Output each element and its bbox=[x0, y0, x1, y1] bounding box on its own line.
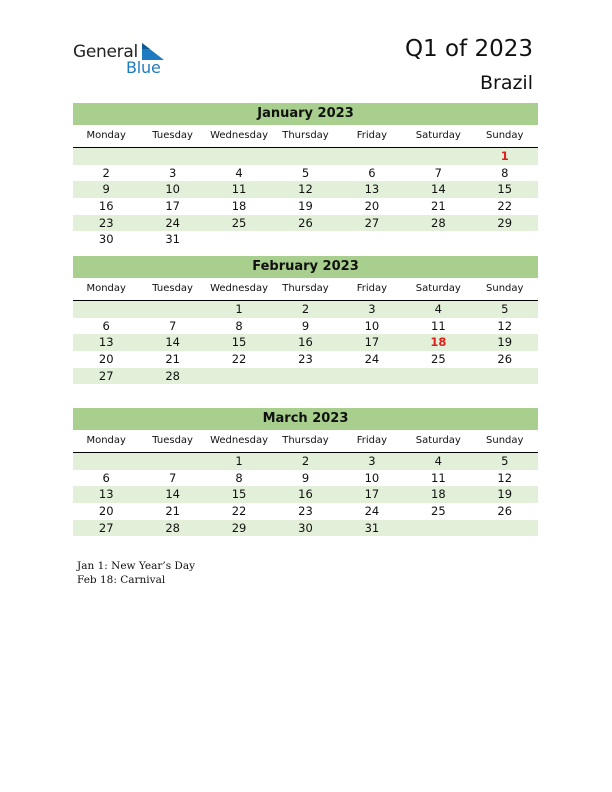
weekday-label: Monday bbox=[86, 283, 126, 294]
page-title: Q1 of 2023 bbox=[404, 36, 533, 62]
day-cell: 3 bbox=[168, 165, 177, 180]
brand-word-general: General bbox=[73, 42, 138, 62]
day-cell: 19 bbox=[298, 199, 313, 214]
week-row bbox=[73, 368, 538, 385]
weekday-label: Saturday bbox=[415, 130, 461, 141]
day-cell: 21 bbox=[431, 199, 446, 214]
day-cell bbox=[339, 368, 405, 385]
weekday-label: Tuesday bbox=[152, 435, 193, 446]
day-cell: 8 bbox=[501, 165, 509, 180]
day-cell: 4 bbox=[434, 302, 442, 316]
week-row bbox=[73, 318, 538, 335]
day-cell: 31 bbox=[165, 232, 180, 247]
day-cell: 3 bbox=[368, 302, 376, 316]
week-row bbox=[73, 148, 538, 165]
holiday-note: Jan 1: New Year’s Day bbox=[77, 560, 196, 572]
day-cell bbox=[73, 148, 139, 165]
day-cell: 15 bbox=[497, 182, 513, 197]
day-cell bbox=[339, 231, 405, 248]
weekday-label: Monday bbox=[86, 435, 126, 446]
day-cell: 2 bbox=[102, 165, 110, 180]
day-cell bbox=[139, 148, 205, 165]
day-cell: 23 bbox=[98, 215, 114, 230]
weekday-label: Saturday bbox=[415, 435, 461, 446]
day-cell: 5 bbox=[501, 302, 509, 316]
day-cell: 9 bbox=[102, 182, 110, 197]
week-row bbox=[73, 334, 538, 351]
day-cell: 19 bbox=[497, 487, 513, 502]
weekday-label: Friday bbox=[356, 435, 388, 446]
day-cell bbox=[272, 368, 338, 385]
day-cell bbox=[139, 453, 205, 470]
day-cell: 14 bbox=[165, 335, 180, 350]
day-cell: 14 bbox=[431, 182, 446, 197]
day-cell: 27 bbox=[98, 520, 114, 535]
day-cell: 9 bbox=[301, 470, 310, 485]
day-cell: 7 bbox=[168, 318, 177, 333]
day-cell: 25 bbox=[431, 352, 446, 367]
day-cell: 4 bbox=[434, 454, 442, 468]
country-name: Brazil bbox=[479, 72, 533, 94]
day-cell: 24 bbox=[165, 215, 180, 230]
day-cell: 12 bbox=[497, 470, 513, 485]
day-cell: 7 bbox=[168, 470, 177, 485]
day-cell: 23 bbox=[298, 352, 313, 367]
day-cell: 13 bbox=[364, 182, 380, 197]
month-header: February 2023 bbox=[73, 256, 538, 278]
day-cell: 21 bbox=[165, 504, 180, 519]
day-cell: 6 bbox=[368, 165, 376, 180]
week-row bbox=[73, 453, 538, 470]
weekday-label: Wednesday bbox=[210, 435, 268, 446]
day-cell: 29 bbox=[497, 215, 513, 230]
day-cell: 17 bbox=[364, 335, 380, 350]
day-cell: 13 bbox=[98, 335, 114, 350]
day-cell bbox=[405, 520, 471, 537]
day-cell: 19 bbox=[497, 335, 513, 350]
day-cell: 18 bbox=[431, 487, 446, 502]
day-cell: 26 bbox=[497, 504, 513, 519]
day-cell: 14 bbox=[165, 487, 180, 502]
day-cell bbox=[472, 368, 538, 385]
day-cell: 12 bbox=[298, 182, 313, 197]
day-cell: 10 bbox=[165, 182, 180, 197]
day-cell: 16 bbox=[98, 199, 114, 214]
day-cell: 8 bbox=[235, 318, 243, 333]
day-cell bbox=[405, 231, 471, 248]
day-cell bbox=[73, 453, 139, 470]
day-cell: 21 bbox=[165, 352, 180, 367]
day-cell: 24 bbox=[364, 504, 380, 519]
weekday-label: Thursday bbox=[282, 435, 329, 446]
day-cell: 15 bbox=[231, 335, 247, 350]
day-cell bbox=[405, 368, 471, 385]
day-cell: 13 bbox=[98, 487, 114, 502]
week-row bbox=[73, 165, 538, 182]
weekday-header-row bbox=[73, 128, 538, 148]
weekday-header-row bbox=[73, 433, 538, 453]
day-cell: 7 bbox=[434, 165, 442, 180]
day-cell: 5 bbox=[301, 165, 310, 180]
day-cell: 16 bbox=[298, 335, 313, 350]
day-cell bbox=[272, 231, 338, 248]
day-cell: 1 bbox=[235, 302, 243, 316]
weekday-label: Sunday bbox=[486, 283, 524, 294]
weekday-label: Thursday bbox=[282, 283, 329, 294]
day-cell: 6 bbox=[102, 318, 110, 333]
day-cell: 17 bbox=[165, 199, 180, 214]
day-cell: 24 bbox=[364, 352, 380, 367]
day-cell bbox=[405, 148, 471, 165]
weekday-label: Sunday bbox=[486, 130, 524, 141]
day-cell bbox=[272, 148, 338, 165]
week-row bbox=[73, 503, 538, 520]
month-calendar-february bbox=[73, 256, 538, 384]
day-cell: 2 bbox=[301, 302, 310, 316]
month-header: March 2023 bbox=[73, 408, 538, 430]
holiday-note: Feb 18: Carnival bbox=[77, 573, 166, 586]
day-cell bbox=[206, 368, 272, 385]
day-cell: 30 bbox=[98, 232, 114, 247]
day-cell: 25 bbox=[431, 504, 446, 519]
week-row bbox=[73, 215, 538, 232]
brand-logo bbox=[73, 42, 173, 78]
day-cell: 28 bbox=[165, 520, 180, 535]
weekday-label: Sunday bbox=[486, 435, 524, 446]
weekday-label: Saturday bbox=[415, 283, 461, 294]
day-cell: 11 bbox=[231, 182, 247, 197]
day-cell: 6 bbox=[102, 470, 110, 485]
day-cell bbox=[139, 301, 205, 318]
weekday-label: Wednesday bbox=[210, 130, 268, 141]
weekday-label: Tuesday bbox=[152, 130, 193, 141]
day-cell: 26 bbox=[298, 215, 313, 230]
week-row bbox=[73, 198, 538, 215]
week-row bbox=[73, 231, 538, 248]
day-cell bbox=[472, 231, 538, 248]
day-cell: 20 bbox=[98, 352, 114, 367]
day-cell: 12 bbox=[497, 318, 513, 333]
week-row bbox=[73, 470, 538, 487]
day-cell: 15 bbox=[231, 487, 247, 502]
day-cell: 30 bbox=[298, 520, 313, 535]
day-cell: 5 bbox=[501, 454, 509, 468]
day-cell: 8 bbox=[235, 470, 243, 485]
day-cell: 27 bbox=[364, 215, 380, 230]
day-cell: 28 bbox=[165, 368, 180, 383]
day-cell: 23 bbox=[298, 504, 313, 519]
day-cell: 16 bbox=[298, 487, 313, 502]
weekday-header-row bbox=[73, 281, 538, 301]
day-cell: 2 bbox=[301, 454, 310, 468]
month-header: January 2023 bbox=[73, 103, 538, 125]
day-cell bbox=[73, 301, 139, 318]
day-cell: 9 bbox=[301, 318, 310, 333]
holiday-day-cell: 1 bbox=[500, 149, 509, 163]
weekday-label: Tuesday bbox=[152, 283, 193, 294]
day-cell: 22 bbox=[497, 199, 513, 214]
day-cell: 25 bbox=[231, 215, 247, 230]
week-row bbox=[73, 351, 538, 368]
weekday-label: Monday bbox=[86, 130, 126, 141]
day-cell: 10 bbox=[364, 318, 380, 333]
day-cell: 31 bbox=[364, 520, 380, 535]
week-row bbox=[73, 520, 538, 537]
month-calendar-march bbox=[73, 408, 538, 536]
day-cell bbox=[206, 231, 272, 248]
month-calendar-january bbox=[73, 103, 538, 248]
day-cell bbox=[339, 148, 405, 165]
day-cell: 26 bbox=[497, 352, 513, 367]
week-row bbox=[73, 301, 538, 318]
day-cell: 11 bbox=[431, 318, 446, 333]
day-cell: 17 bbox=[364, 487, 380, 502]
day-cell bbox=[206, 148, 272, 165]
day-cell: 29 bbox=[231, 520, 247, 535]
day-cell: 4 bbox=[235, 165, 243, 180]
day-cell: 22 bbox=[231, 504, 247, 519]
brand-word-blue: Blue bbox=[126, 58, 161, 77]
day-cell: 27 bbox=[98, 368, 114, 383]
weekday-label: Thursday bbox=[282, 130, 329, 141]
day-cell: 22 bbox=[231, 352, 247, 367]
day-cell: 3 bbox=[368, 454, 376, 468]
day-cell: 10 bbox=[364, 470, 380, 485]
weekday-label: Friday bbox=[356, 130, 388, 141]
day-cell: 11 bbox=[431, 470, 446, 485]
day-cell: 18 bbox=[231, 199, 247, 214]
week-row bbox=[73, 486, 538, 503]
day-cell bbox=[472, 520, 538, 537]
day-cell: 20 bbox=[364, 199, 380, 214]
weekday-label: Friday bbox=[356, 283, 388, 294]
holiday-notes bbox=[77, 560, 195, 587]
weekday-label: Wednesday bbox=[210, 283, 268, 294]
holiday-day-cell: 18 bbox=[430, 335, 447, 350]
day-cell: 28 bbox=[431, 215, 446, 230]
day-cell: 20 bbox=[98, 504, 114, 519]
day-cell: 1 bbox=[235, 454, 243, 468]
week-row bbox=[73, 181, 538, 198]
